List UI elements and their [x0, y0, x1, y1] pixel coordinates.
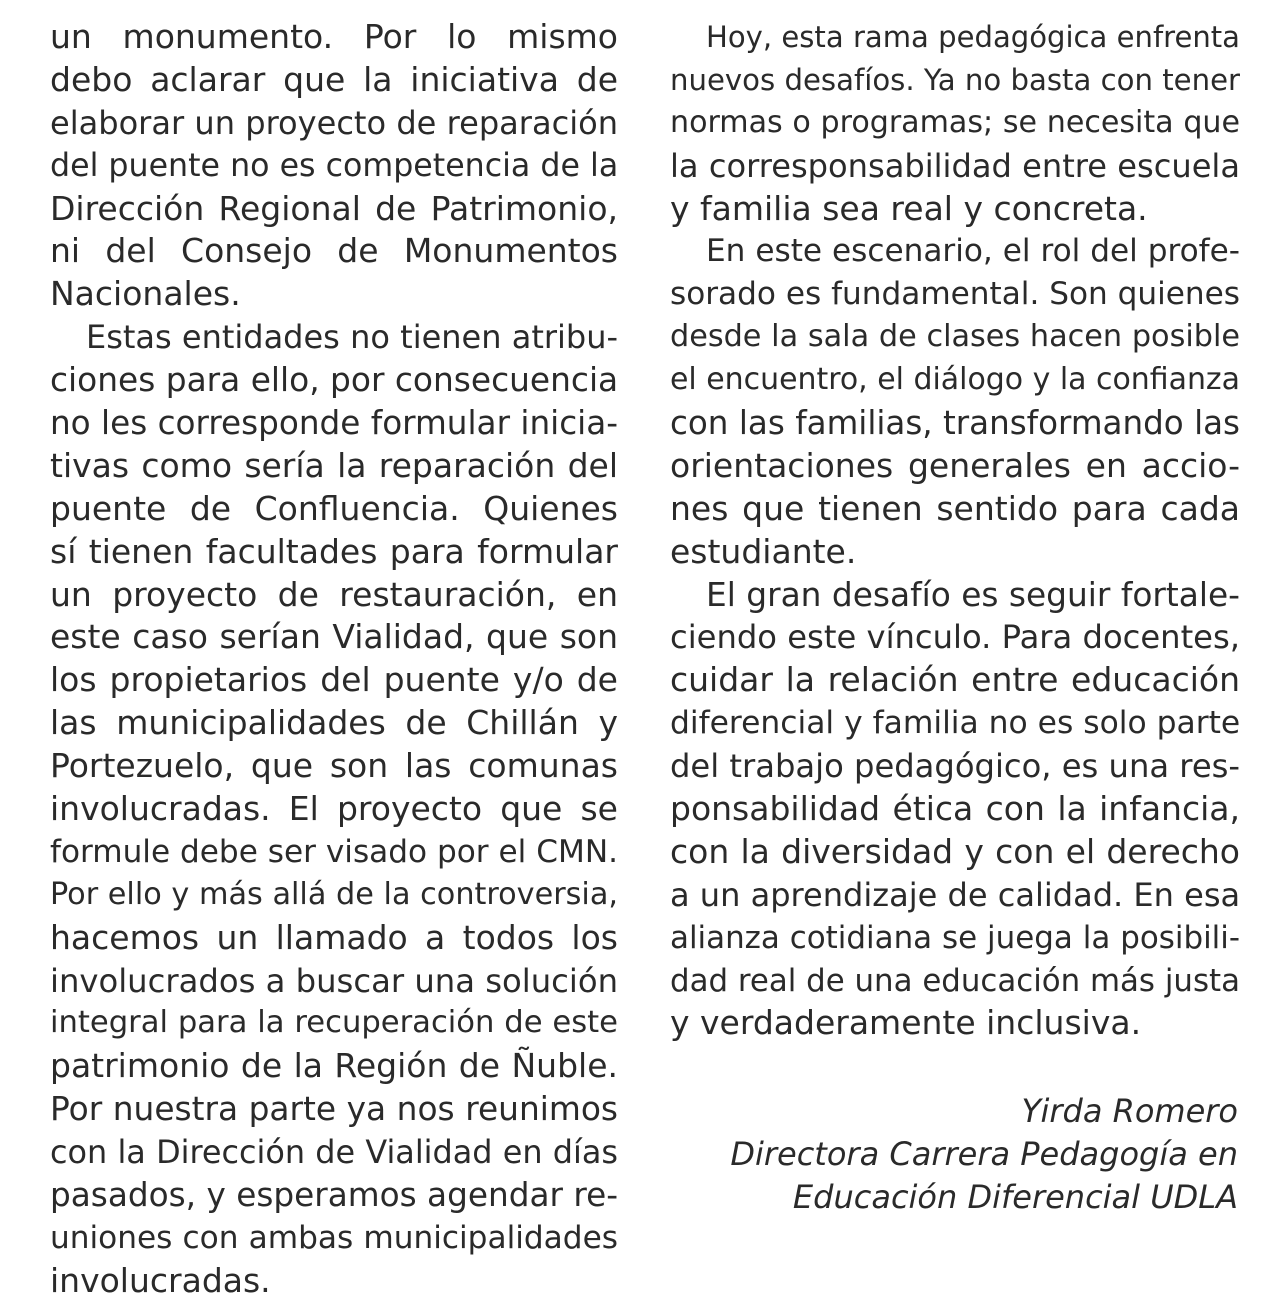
right-line-11: orientaciones generales en accio-: [670, 445, 1240, 485]
right-line-16: cuidar la relación entre educación: [670, 660, 1240, 700]
left-line-19: involucradas. El proyecto que se: [50, 789, 618, 829]
left-line-30: involucradas.: [50, 1260, 271, 1300]
author-name: Yirda Romero: [1021, 1092, 1238, 1130]
left-line-8: Estas entidades no tienen atribu-: [86, 318, 618, 357]
left-line-1: un monumento. Por lo mismo: [50, 17, 618, 56]
left-line-18: Portezuelo, que son las comunas: [50, 746, 618, 786]
right-line-20: con la diversidad y con el derecho: [670, 831, 1240, 871]
right-line-5: y familia sea real y concreta.: [670, 188, 1148, 228]
left-line-2: debo aclarar que la iniciativa de: [50, 59, 618, 99]
left-line-29: uniones con ambas municipalidades: [50, 1219, 618, 1256]
left-line-3: elaborar un proyecto de reparación: [50, 103, 618, 142]
left-line-23: involucrados a buscar una solución: [50, 961, 619, 1000]
right-line-2: nuevos desafíos. Ya no basta con tener: [670, 62, 1240, 97]
right-line-7: sorado es fundamental. Son quienes: [670, 276, 1241, 313]
left-line-16: los propietarios del puente y/o de: [50, 660, 618, 700]
left-line-6: ni del Consejo de Monumentos: [50, 231, 618, 271]
left-line-25: patrimonio de la Región de Ñuble.: [50, 1046, 618, 1086]
left-line-9: ciones para ello, por consecuencia: [50, 361, 619, 400]
right-line-24: y verdaderamente inclusiva.: [670, 1003, 1142, 1043]
author-title-line-1: Directora Carrera Pedagogía en: [730, 1135, 1238, 1173]
left-line-10: no les corresponde formular inicia-: [50, 404, 618, 443]
left-line-12: puente de Confluencia. Quienes: [50, 488, 618, 528]
right-column: [670, 16, 1240, 1045]
left-line-11: tivas como sería la reparación del: [50, 445, 618, 485]
author-title-line-2: Educación Diferencial UDLA: [792, 1178, 1238, 1216]
right-line-19: ponsabilidad ética con la infancia,: [670, 789, 1240, 829]
left-line-24: integral para la recuperación de este: [50, 1005, 618, 1041]
right-line-3: normas o programas; se necesita que: [670, 104, 1240, 140]
right-line-17: diferencial y familia no es solo parte: [670, 705, 1241, 742]
right-line-9: el encuentro, el diálogo y la confianza: [670, 362, 1240, 398]
right-line-21: a un aprendizaje de calidad. En esa: [670, 875, 1241, 914]
left-line-28: pasados, y esperamos agendar re-: [50, 1176, 618, 1215]
left-line-17: las municipalidades de Chillán y: [50, 703, 618, 743]
right-line-18: del trabajo pedagógico, es una res-: [670, 747, 1241, 786]
left-line-27: con la Dirección de Vialidad en días: [50, 1133, 618, 1172]
left-line-14: un proyecto de restauración, en: [50, 574, 618, 614]
right-line-1: Hoy, esta rama pedagógica enfrenta: [706, 20, 1240, 54]
left-line-7: Nacionales.: [50, 274, 241, 314]
author-signature: [678, 1090, 1238, 1219]
left-column: [50, 16, 618, 1303]
right-line-6: En este escenario, el rol del profe-: [706, 233, 1240, 270]
left-line-13: sí tienen facultades para formular: [50, 531, 618, 571]
right-line-23: dad real de una educación más justa: [670, 962, 1240, 999]
left-line-4: del puente no es competencia de la: [50, 147, 619, 184]
left-line-20: formule debe ser visado por el CMN.: [50, 833, 618, 870]
left-line-26: Por nuestra parte ya nos reunimos: [50, 1090, 618, 1129]
left-line-21: Por ello y más allá de la controversia,: [50, 876, 618, 912]
right-line-14: El gran desafío es seguir fortale-: [706, 575, 1240, 614]
right-line-13: estudiante.: [670, 531, 857, 571]
right-line-15: ciendo este vínculo. Para docentes,: [670, 618, 1240, 657]
left-line-15: este caso serían Vialidad, que son: [50, 617, 618, 657]
right-line-4: la corresponsabilidad entre escuela: [670, 146, 1240, 185]
left-line-22: hacemos un llamado a todos los: [50, 917, 618, 957]
right-line-10: con las familias, transformando las: [670, 404, 1240, 443]
right-line-12: nes que tienen sentido para cada: [670, 488, 1240, 528]
left-line-5: Dirección Regional de Patrimonio,: [50, 188, 618, 228]
right-line-8: desde la sala de clases hacen posible: [670, 319, 1240, 355]
right-line-22: alianza cotidiana se juega la posibili-: [670, 919, 1240, 956]
